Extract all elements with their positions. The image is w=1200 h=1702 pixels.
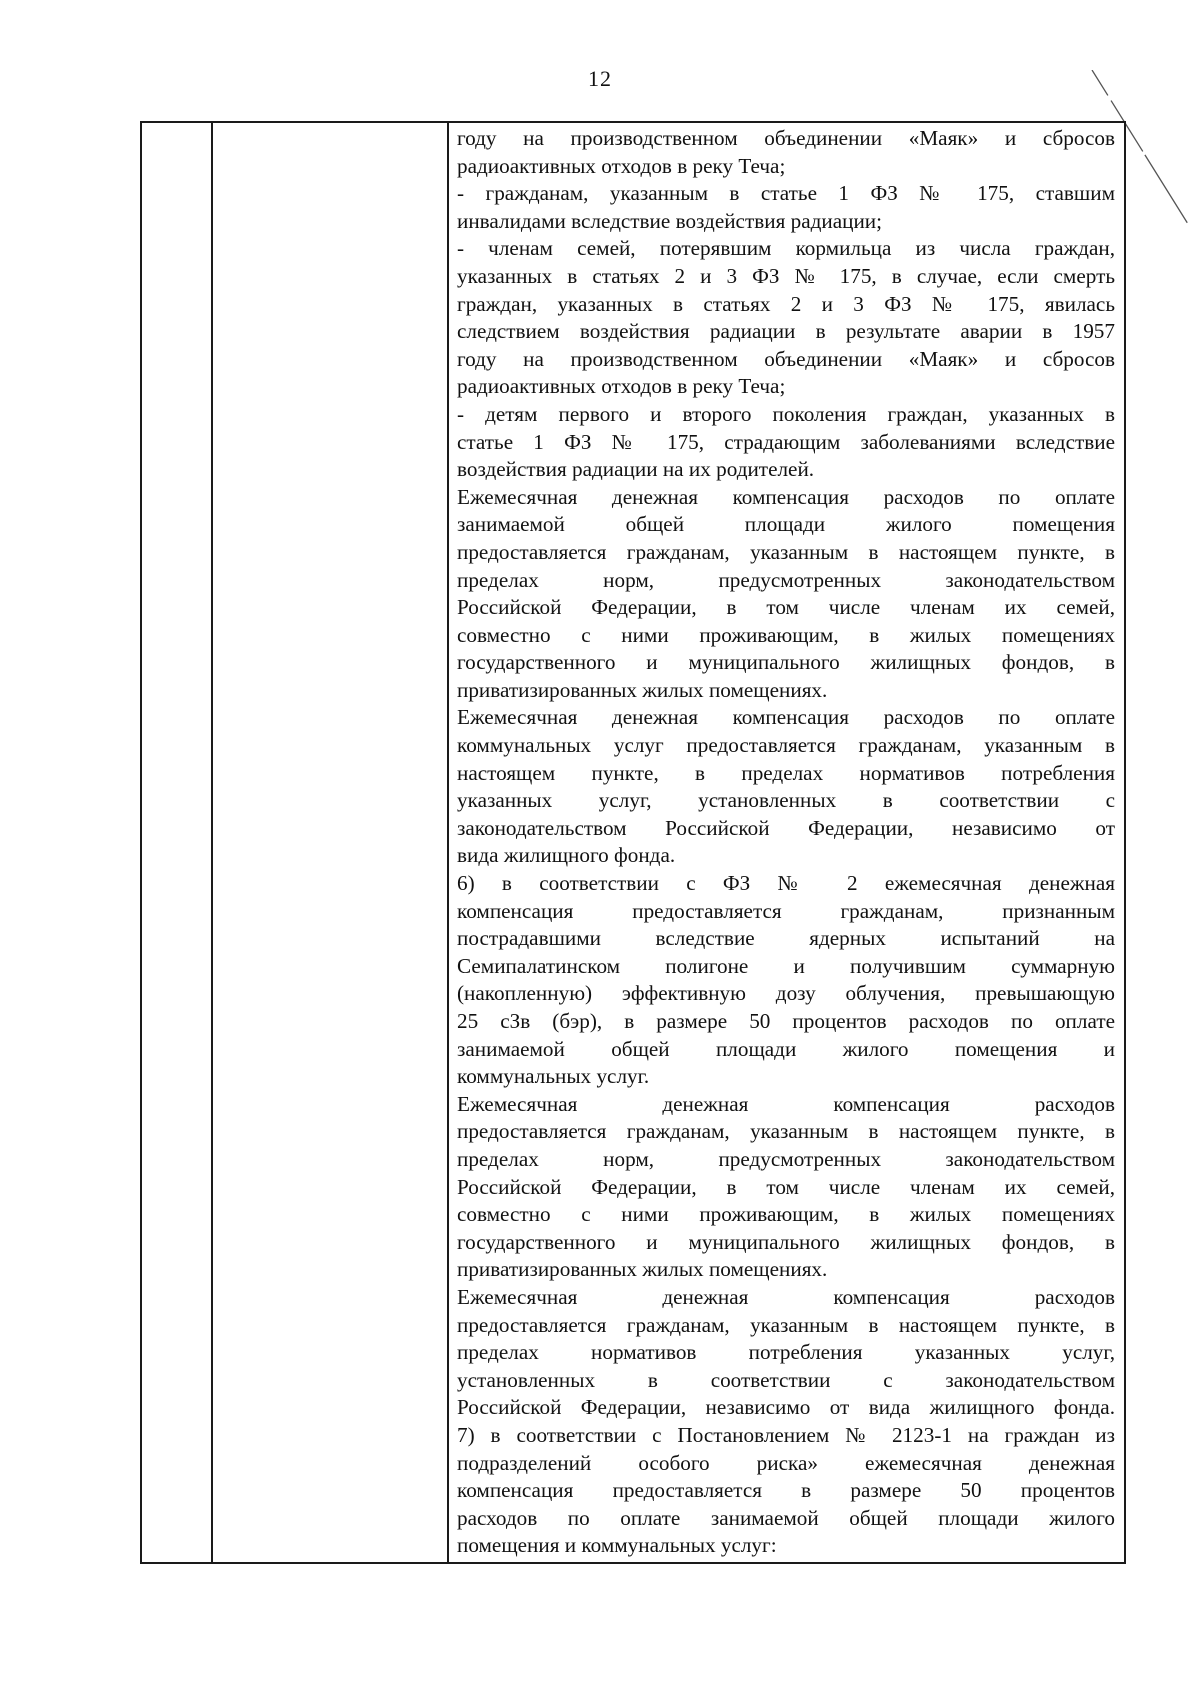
text-line: занимаемой общей площади жилого помещения bbox=[457, 512, 1115, 537]
text-line: - гражданам, указанным в статье 1 ФЗ № 175, ставшим bbox=[457, 181, 1115, 206]
text-line: следствием воздействия радиации в результате аварии в 1957 bbox=[457, 319, 1115, 344]
text-line: предоставляется гражданам, указанным в настоящем пункте, в bbox=[457, 539, 1115, 564]
text-line: граждан, указанных в статьях 2 и 3 ФЗ № 175, явилась bbox=[457, 291, 1115, 316]
text-line: - членам семей, потерявшим кормильца из числа граждан, bbox=[457, 236, 1115, 261]
text-line: (накопленную) эффективную дозу облучения, превышающую bbox=[457, 981, 1115, 1006]
text-line: Ежемесячная денежная компенсация расходов bbox=[457, 1091, 1115, 1116]
text-line: Ежемесячная денежная компенсация расходов bbox=[457, 1284, 1115, 1309]
text-line: - детям первого и второго поколения граждан, указанных в bbox=[457, 401, 1115, 426]
text-line: Российской Федерации, в том числе членам их семей, bbox=[457, 595, 1115, 620]
text-line: занимаемой общей площади жилого помещения и bbox=[457, 1036, 1115, 1061]
text-line: пределах норм, предусмотренных законодательством bbox=[457, 1146, 1115, 1171]
text-line: пределах норм, предусмотренных законодательством bbox=[457, 567, 1115, 592]
text-line: предоставляется гражданам, указанным в настоящем пункте, в bbox=[457, 1312, 1115, 1337]
text-line: подразделений особого риска» ежемесячная денежная bbox=[457, 1450, 1115, 1475]
text-line: Российской Федерации, в том числе членам их семей, bbox=[457, 1174, 1115, 1199]
text-line: указанных услуг, установленных в соответствии с bbox=[457, 788, 1115, 813]
text-line: Ежемесячная денежная компенсация расходов по оплате bbox=[457, 484, 1115, 509]
text-line: компенсация предоставляется гражданам, признанным bbox=[457, 898, 1115, 923]
text-line: вида жилищного фонда. bbox=[457, 843, 676, 868]
text-line: 25 сЗв (бэр), в размере 50 процентов расходов по оплате bbox=[457, 1009, 1115, 1033]
text-line: Ежемесячная денежная компенсация расходов по оплате bbox=[457, 705, 1115, 730]
column-divider bbox=[447, 123, 449, 1562]
text-line: 6) в соответствии с ФЗ № 2 ежемесячная денежная bbox=[457, 871, 1115, 896]
text-line: приватизированных жилых помещениях. bbox=[457, 1257, 828, 1282]
text-line: коммунальных услуг. bbox=[457, 1064, 650, 1089]
text-line: совместно с ними проживающим, в жилых помещениях bbox=[457, 1202, 1115, 1227]
text-line: установленных в соответствии с законодательством bbox=[457, 1367, 1115, 1392]
text-line: Семипалатинском полигоне и получившим суммарную bbox=[457, 953, 1115, 978]
text-line: совместно с ними проживающим, в жилых помещениях bbox=[457, 622, 1115, 647]
text-line: инвалидами вследствие воздействия радиации; bbox=[457, 208, 883, 233]
text-line: помещения и коммунальных услуг: bbox=[457, 1533, 777, 1558]
text-line: государственного и муниципального жилищных фондов, в bbox=[457, 650, 1115, 675]
text-line: году на производственном объединении «Маяк» и сбросов bbox=[457, 126, 1115, 150]
text-line: году на производственном объединении «Маяк» и сбросов bbox=[457, 346, 1115, 371]
page-number: 12 bbox=[588, 66, 612, 91]
text-line: расходов по оплате занимаемой общей площади жилого bbox=[457, 1505, 1115, 1530]
text-line: радиоактивных отходов в реку Теча; bbox=[457, 374, 786, 399]
text-line: указанных в статьях 2 и 3 ФЗ № 175, в случае, если смерть bbox=[457, 263, 1115, 288]
text-line: 7) в соответствии с Постановлением № 2123-1 на граждан из bbox=[457, 1422, 1115, 1447]
text-line: статье 1 ФЗ № 175, страдающим заболеваниями вследствие bbox=[457, 429, 1115, 454]
text-line: настоящем пункте, в пределах нормативов потребления bbox=[457, 760, 1115, 785]
document-table bbox=[140, 121, 1126, 1564]
table-text-column bbox=[457, 125, 1115, 1560]
text-line: Российской Федерации, независимо от вида жилищного фонда. bbox=[457, 1395, 1115, 1420]
column-divider bbox=[211, 123, 213, 1562]
text-line: предоставляется гражданам, указанным в настоящем пункте, в bbox=[457, 1119, 1115, 1144]
text-line: государственного и муниципального жилищных фондов, в bbox=[457, 1229, 1115, 1254]
text-line: приватизированных жилых помещениях. bbox=[457, 677, 828, 702]
text-line: законодательством Российской Федерации, независимо от bbox=[457, 815, 1115, 840]
text-line: коммунальных услуг предоставляется гражданам, указанным в bbox=[457, 733, 1115, 758]
text-line: пределах нормативов потребления указанных услуг, bbox=[457, 1340, 1115, 1365]
text-line: воздействия радиации на их родителей. bbox=[457, 457, 815, 482]
text-line: радиоактивных отходов в реку Теча; bbox=[457, 153, 786, 178]
text-line: компенсация предоставляется в размере 50 процентов bbox=[457, 1478, 1115, 1503]
text-line: пострадавшими вследствие ядерных испытаний на bbox=[457, 926, 1115, 951]
